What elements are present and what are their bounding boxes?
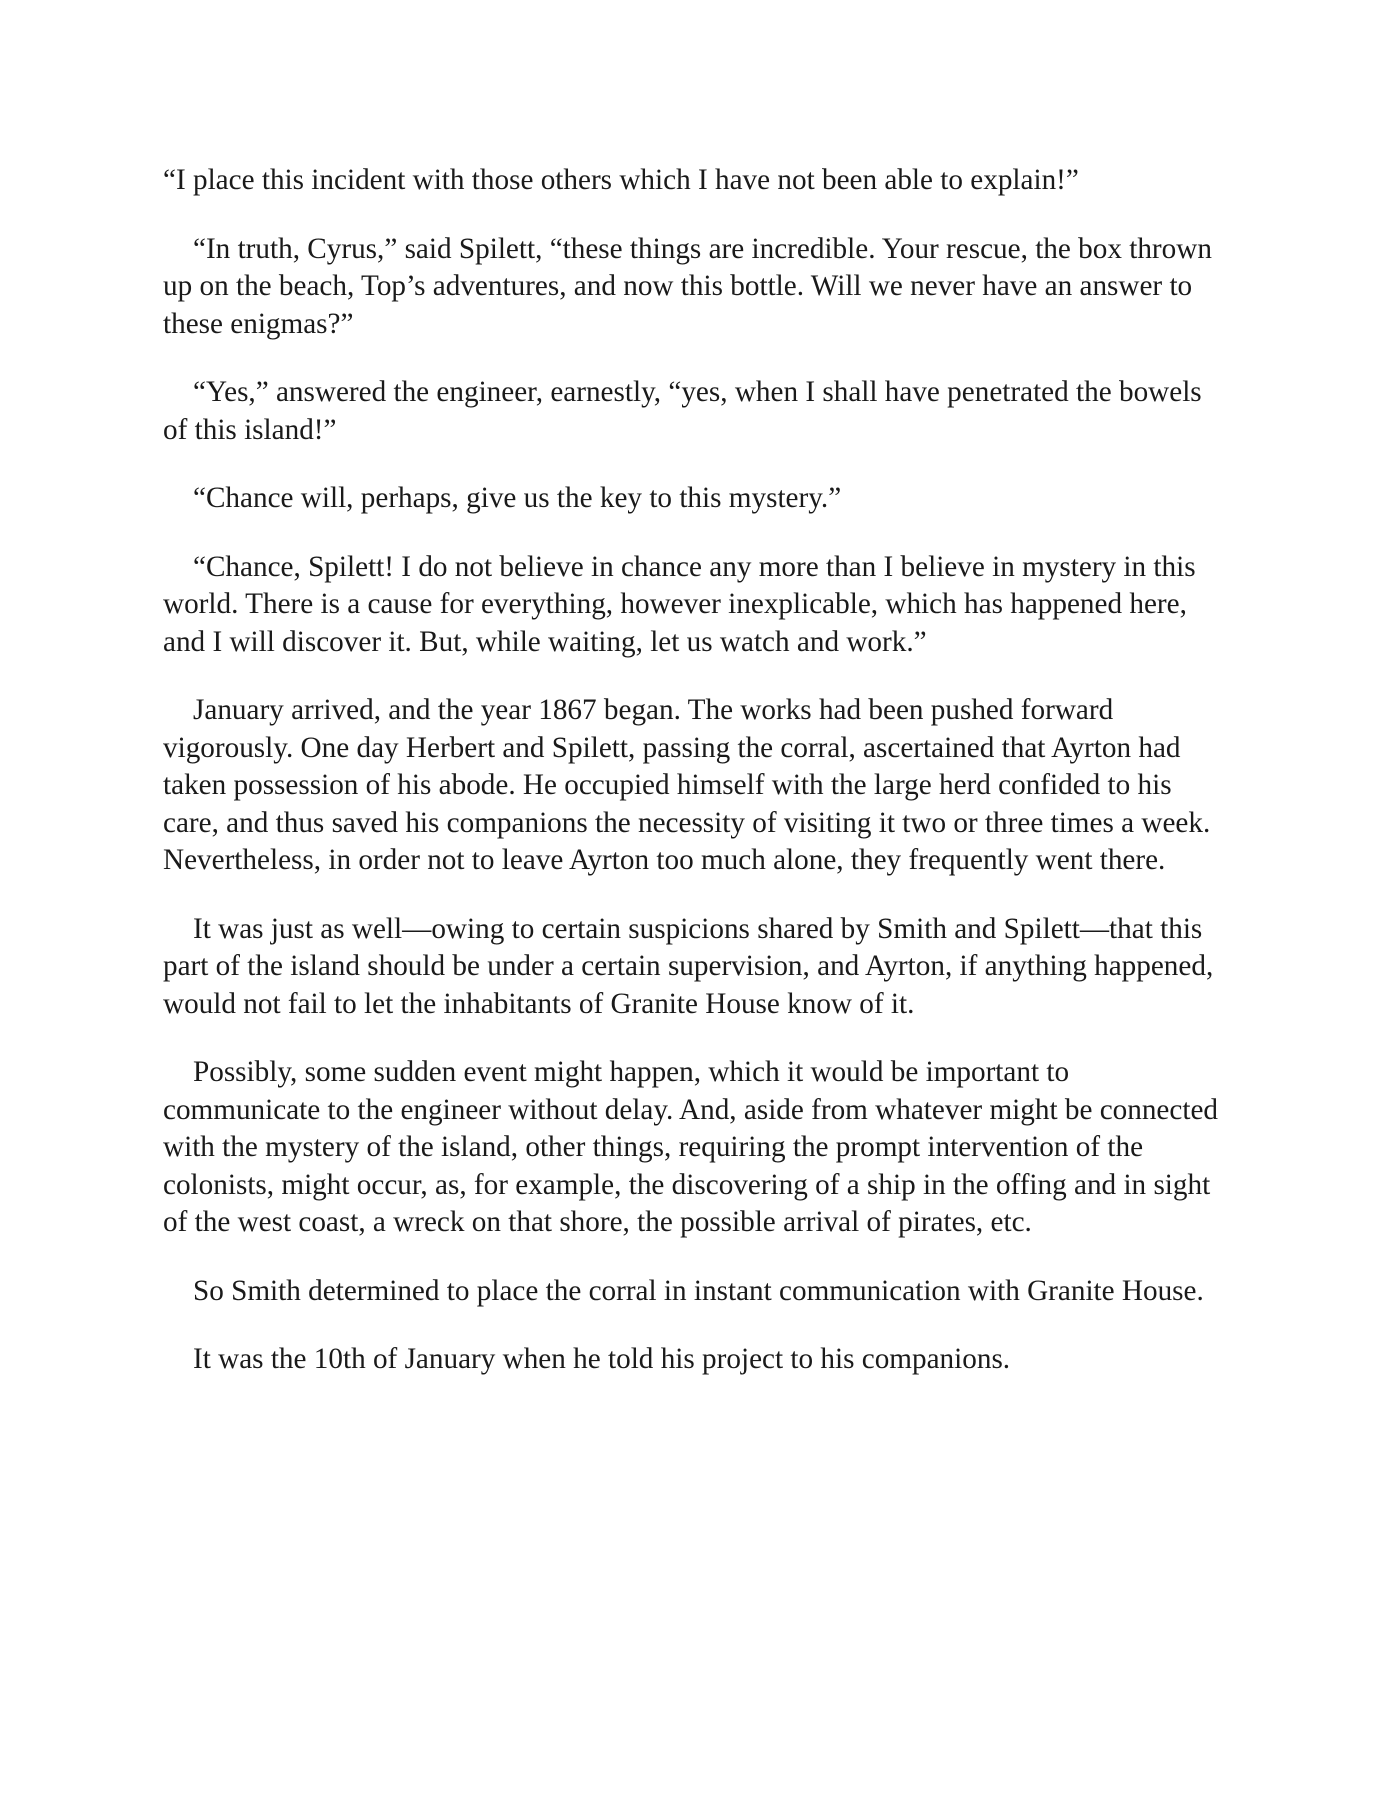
paragraph-8: Possibly, some sudden event might happen, which it would be important to communicate to the engineer without delay. And, aside from whatever might be connected with the mystery of the island, other things, requiring the prompt intervention of the colonists, might occur, as, for example, the discovering of a ship in the offing and in sight of the west coast, a wreck on that shore, the possible arrival of pirates, etc. (163, 1056, 1218, 1238)
paragraph-6: January arrived, and the year 1867 began. The works had been pushed forward vigorously. One day Herbert and Spilett, passing the corral, ascertained that Ayrton had taken possession of his abode. He occupied himself with the large herd confided to his care, and thus saved his companions the necessity of visiting it two or three times a week. Nevertheless, in order not to leave Ayrton too much alone, they frequently went there. (163, 694, 1211, 876)
paragraph-3: “Yes,” answered the engineer, earnestly, “yes, when I shall have penetrated the bowels of this island!” (163, 376, 1202, 446)
paragraph-4: “Chance will, perhaps, give us the key to this mystery.” (193, 482, 842, 514)
paragraph-2: “In truth, Cyrus,” said Spilett, “these things are incredible. Your rescue, the box thrown up on the beach, Top’s adventures, and now this bottle. Will we never have an answer to these enigmas?” (163, 232, 1212, 340)
paragraph-7: It was just as well—owing to certain suspicions shared by Smith and Spilett—that this part of the island should be under a certain supervision, and Ayrton, if anything happened, would not fail to let the inhabitants of Granite House know of it. (163, 912, 1214, 1020)
book-page (163, 162, 1228, 1410)
paragraph-9: So Smith determined to place the corral in instant communication with Granite House. (193, 1274, 1204, 1307)
paragraph-1: “I place this incident with those others which I have not been able to explain!” (163, 164, 1079, 196)
paragraph-5: “Chance, Spilett! I do not believe in chance any more than I believe in mystery in this world. There is a cause for everything, however inexplicable, which has happened here, and I will discover it. But, while waiting, let us watch and work.” (163, 550, 1196, 658)
paragraph-10: It was the 10th of January when he told his project to his companions. (193, 1343, 1011, 1375)
